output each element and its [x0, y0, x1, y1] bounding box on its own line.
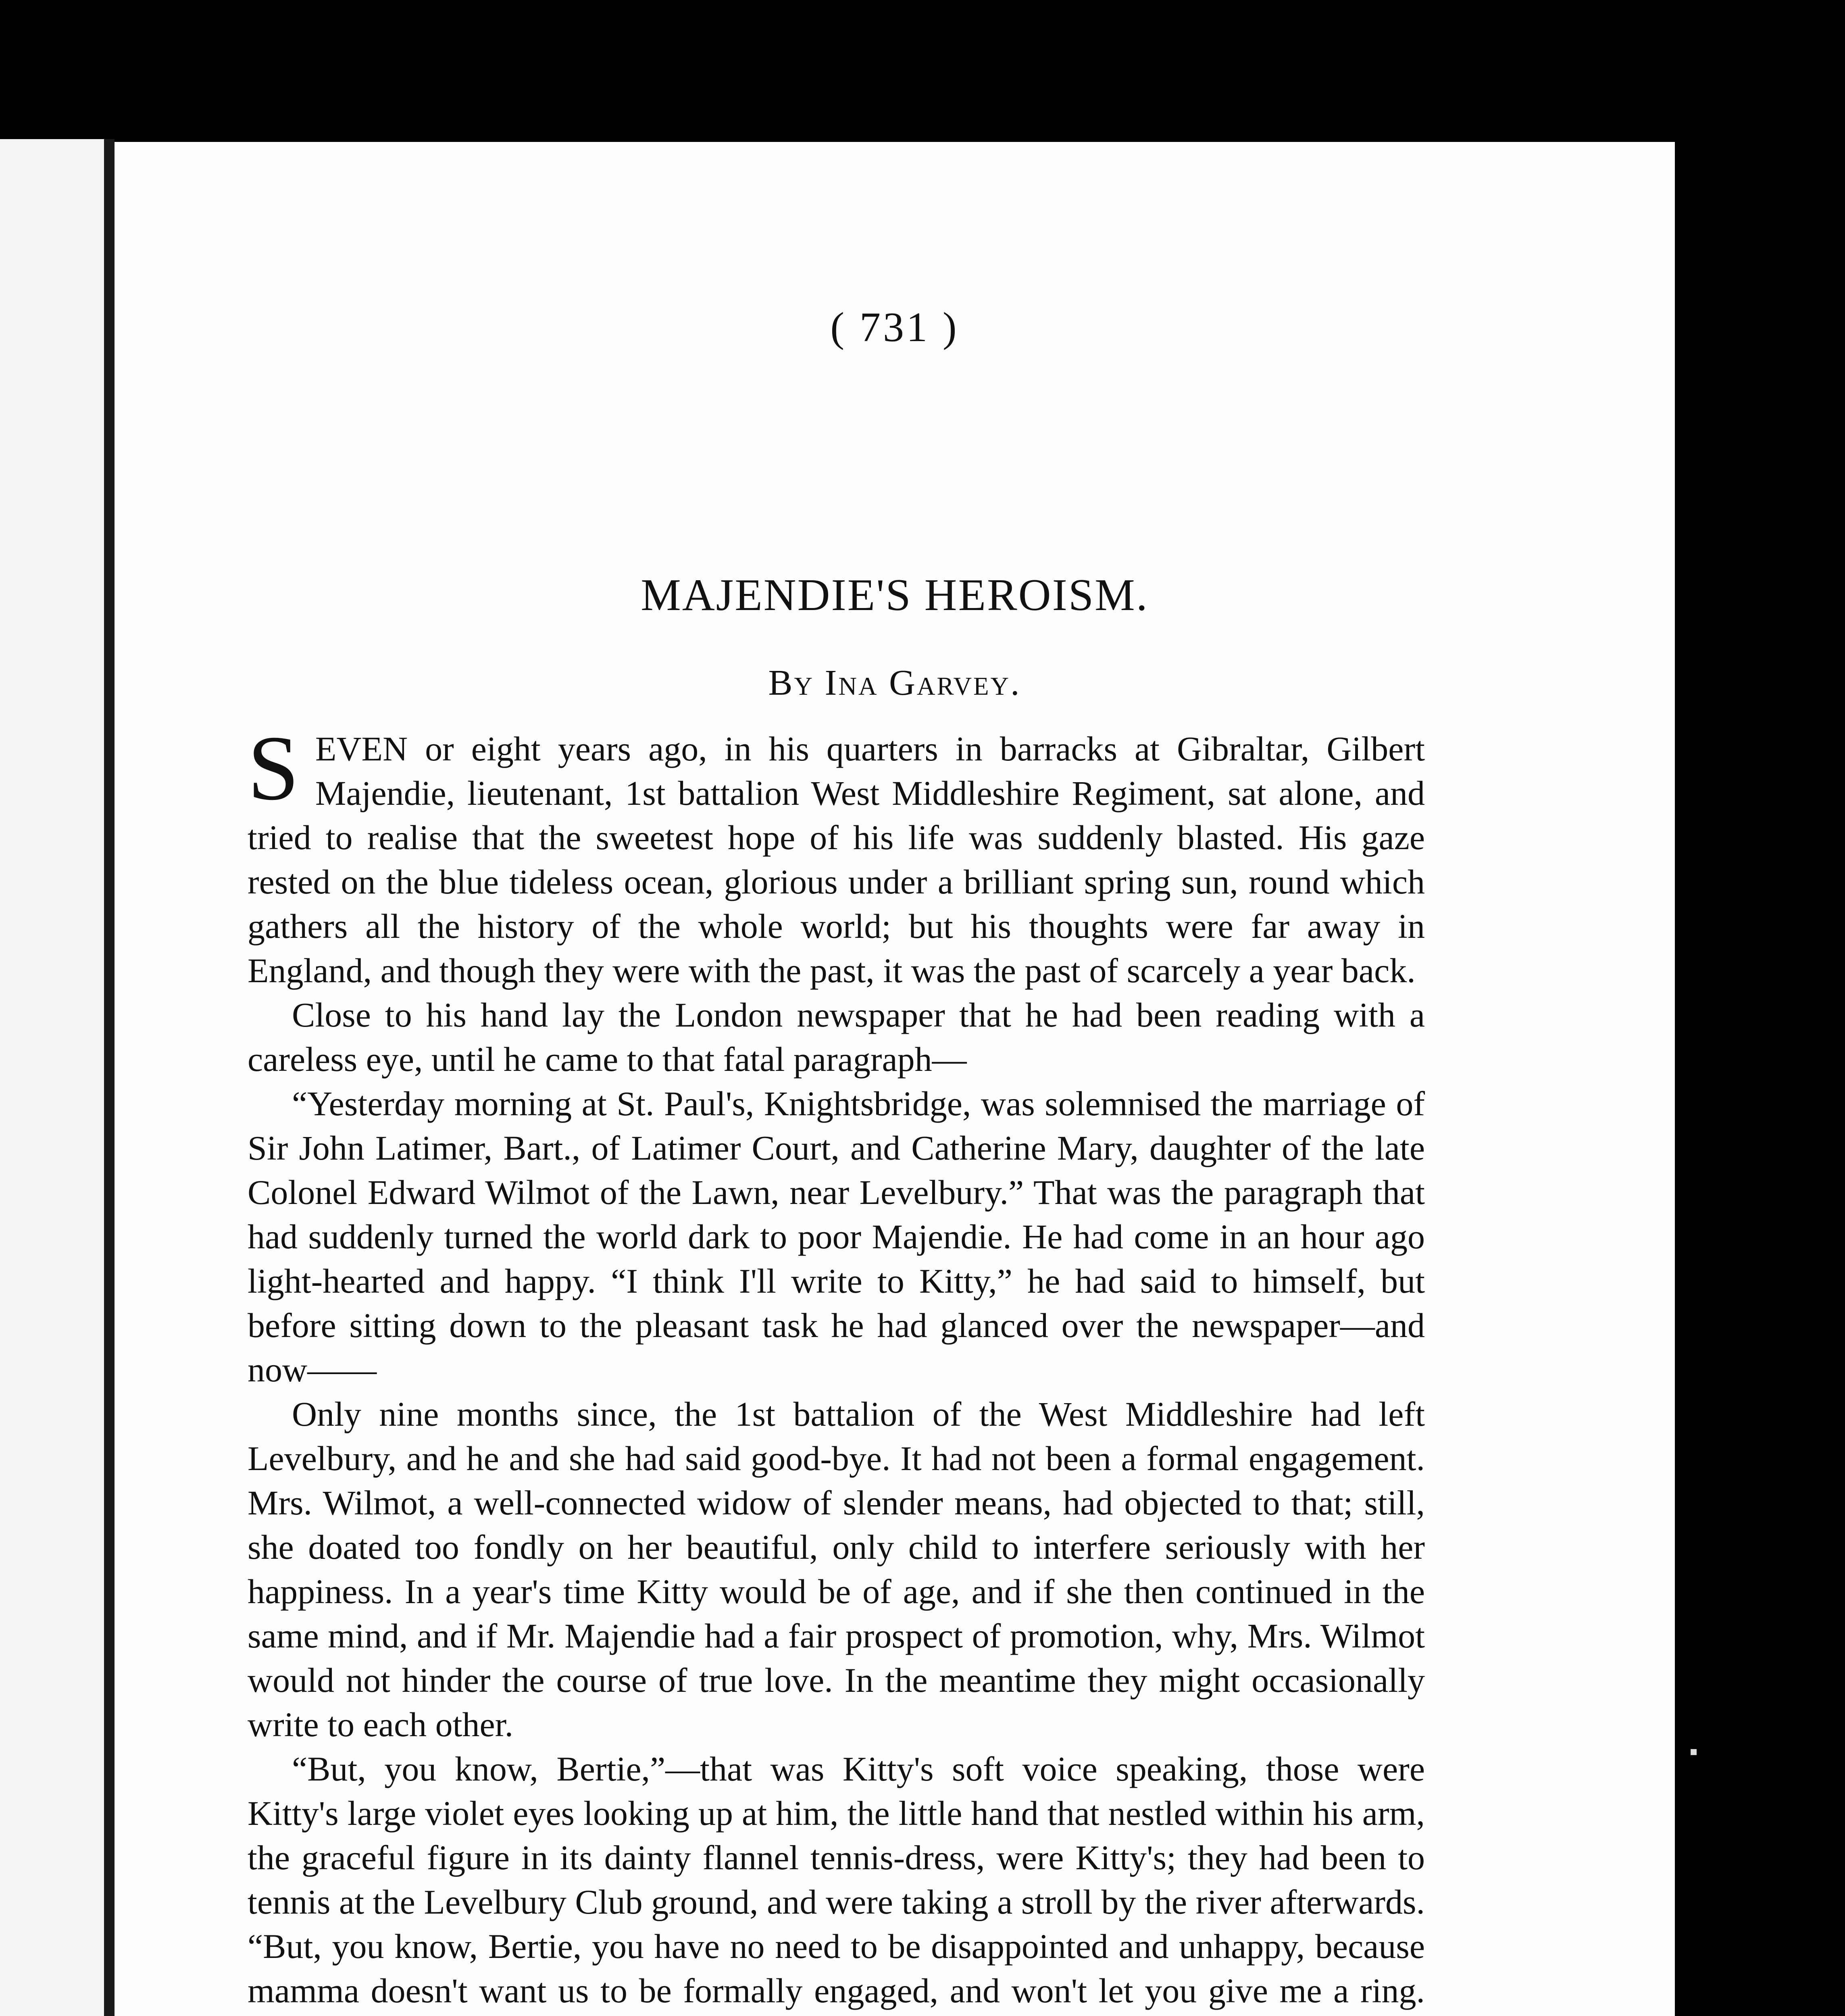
- opening-word-rest: EVEN: [315, 729, 408, 768]
- paragraph-3: “Yesterday morning at St. Paul's, Knightsbridge, was solemnised the marriage of Sir John Latimer, Bart., of Latimer Court, and Catherine Mary, daughter of the late Colonel Edward Wilmot of the Lawn, near Levelbury.” That was the paragraph that had suddenly turned the world dark to poor Majendie. He had come in an hour ago light-hearted and happy. “I think I'll write to Kitty,” he had said to himself, but before sitting down to the pleasant task he had glanced over the newspaper—and now——: [248, 1084, 1425, 1389]
- page-number: ( 731 ): [830, 304, 959, 350]
- article-byline: By Ina Garvey.: [768, 663, 1021, 703]
- paragraph-4: Only nine months since, the 1st battalion of the West Middleshire had left Levelbury, and he and she had said good-bye. It had not been a formal engagement. Mrs. Wilmot, a well-connected widow of slender means, had objected to that; still, she doated too fondly on her beautiful, only child to interfere seriously with her happiness. In a year's time Kitty would be of age, and if she then continued in the same mind, and if Mr. Majendie had a fair prospect of promotion, why, Mrs. Wilmot would not hinder the course of true love. In the meantime they might occasionally write to each other.: [248, 1395, 1425, 1744]
- facing-page-edge: [0, 139, 115, 2016]
- scan-speck: ▪: [1689, 1738, 1698, 1765]
- book-page: [115, 142, 1675, 2016]
- article-title: MAJENDIE'S HEROISM.: [641, 570, 1149, 620]
- paragraph-5: [248, 1747, 1425, 2016]
- paragraph-5-text-a: “But, you know, Bertie,”—that was Kitty's soft voice speaking, those were Kitty's large violet eyes looking up at him, the little hand that nestled within his arm, the graceful figure in its dainty flannel tennis-dress, were Kitty's; they had been to tennis at the Levelbury Club ground, and were taking a stroll by the river afterwards. “But, you know, Bertie, you have no need to be disappointed and unhappy, because mamma doesn't want us to be formally engaged, and won't let you give me a ring.: [248, 1749, 1425, 2010]
- paragraph-1: [248, 716, 1425, 993]
- paragraph-2: Close to his hand lay the London newspaper that he had been reading with a careless eye, until he came to that fatal paragraph—: [248, 996, 1425, 1079]
- article-body: [248, 716, 1425, 2016]
- paragraph-1-text: or eight years ago, in his quarters in barracks at Gibraltar, Gilbert Majendie, lieutenant, 1st battalion West Middleshire Regiment, sat alone, and tried to realise that the sweetest hope of his life was suddenly blasted. His gaze rested on the blue tideless ocean, glorious under a brilliant spring sun, round which gathers all the history of the whole world; but his thoughts were far away in England, and though they were with the past, it was the past of scarcely a year back.: [248, 729, 1425, 990]
- drop-cap: S: [248, 716, 299, 819]
